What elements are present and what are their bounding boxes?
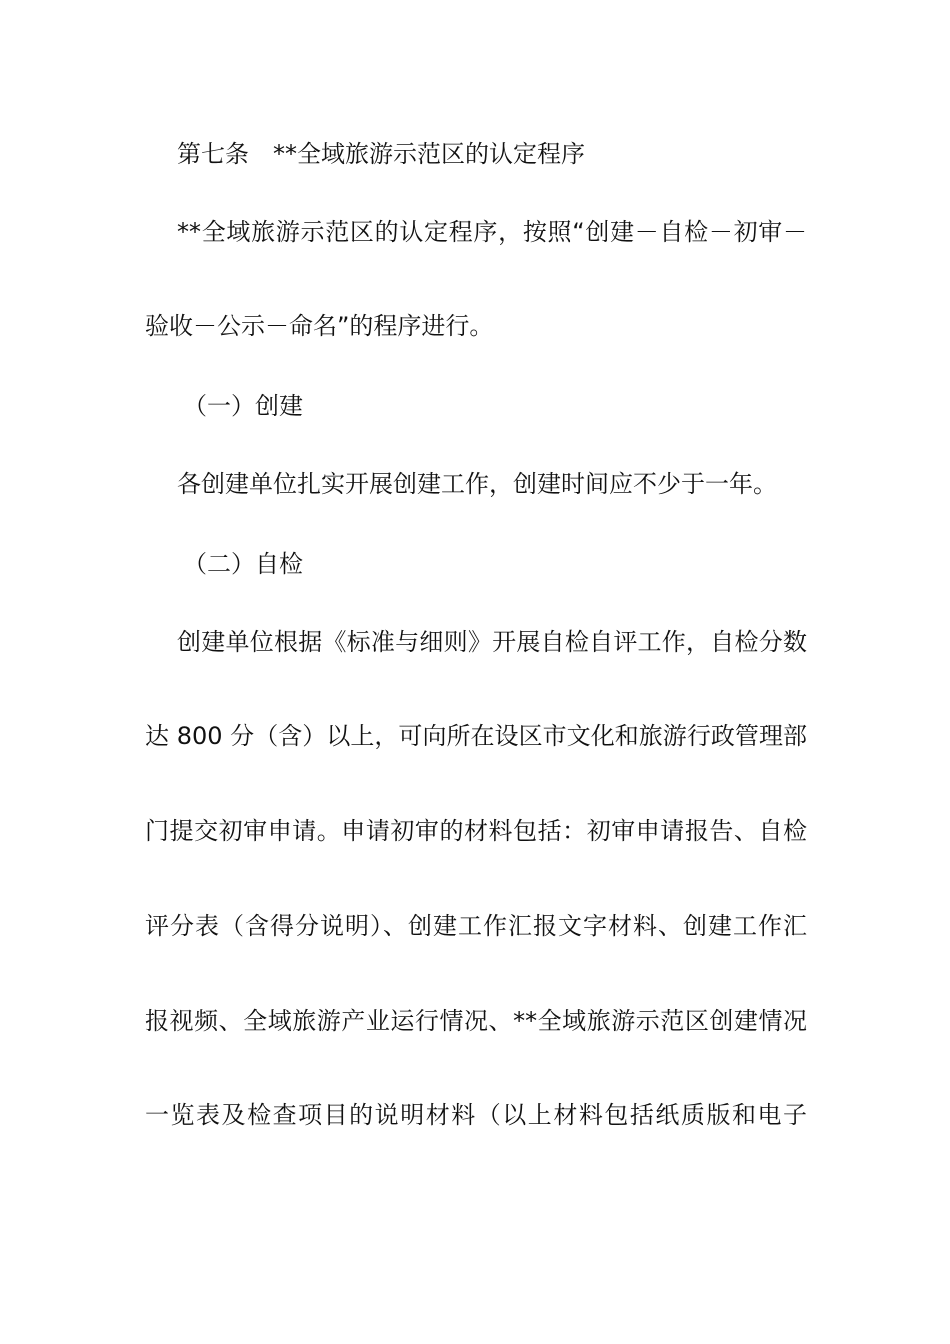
self-check-line-6: 一览表及检查项目的说明材料（以上材料包括纸质版和电子 bbox=[145, 1101, 807, 1129]
section-body-create: 各创建单位扎实开展创建工作，创建时间应不少于一年。 bbox=[177, 470, 777, 498]
section-title-self-check: （二）自检 bbox=[183, 550, 303, 578]
self-check-line-2: 达 800 分（含）以上，可向所在设区市文化和旅游行政管理部 bbox=[145, 722, 807, 750]
article-heading: 第七条 **全域旅游示范区的认定程序 bbox=[177, 140, 585, 168]
self-check-line-1: 创建单位根据《标准与细则》开展自检自评工作，自检分数 bbox=[177, 628, 807, 656]
self-check-line-3: 门提交初审申请。申请初审的材料包括：初审申请报告、自检 bbox=[145, 817, 807, 845]
self-check-line-5: 报视频、全域旅游产业运行情况、**全域旅游示范区创建情况 bbox=[145, 1007, 807, 1035]
intro-line-2: 验收－公示－命名”的程序进行。 bbox=[145, 312, 494, 340]
intro-line-1: **全域旅游示范区的认定程序，按照“创建－自检－初审－ bbox=[177, 218, 807, 246]
section-title-create: （一）创建 bbox=[183, 392, 303, 420]
self-check-line-4: 评分表（含得分说明）、创建工作汇报文字材料、创建工作汇 bbox=[145, 912, 807, 940]
